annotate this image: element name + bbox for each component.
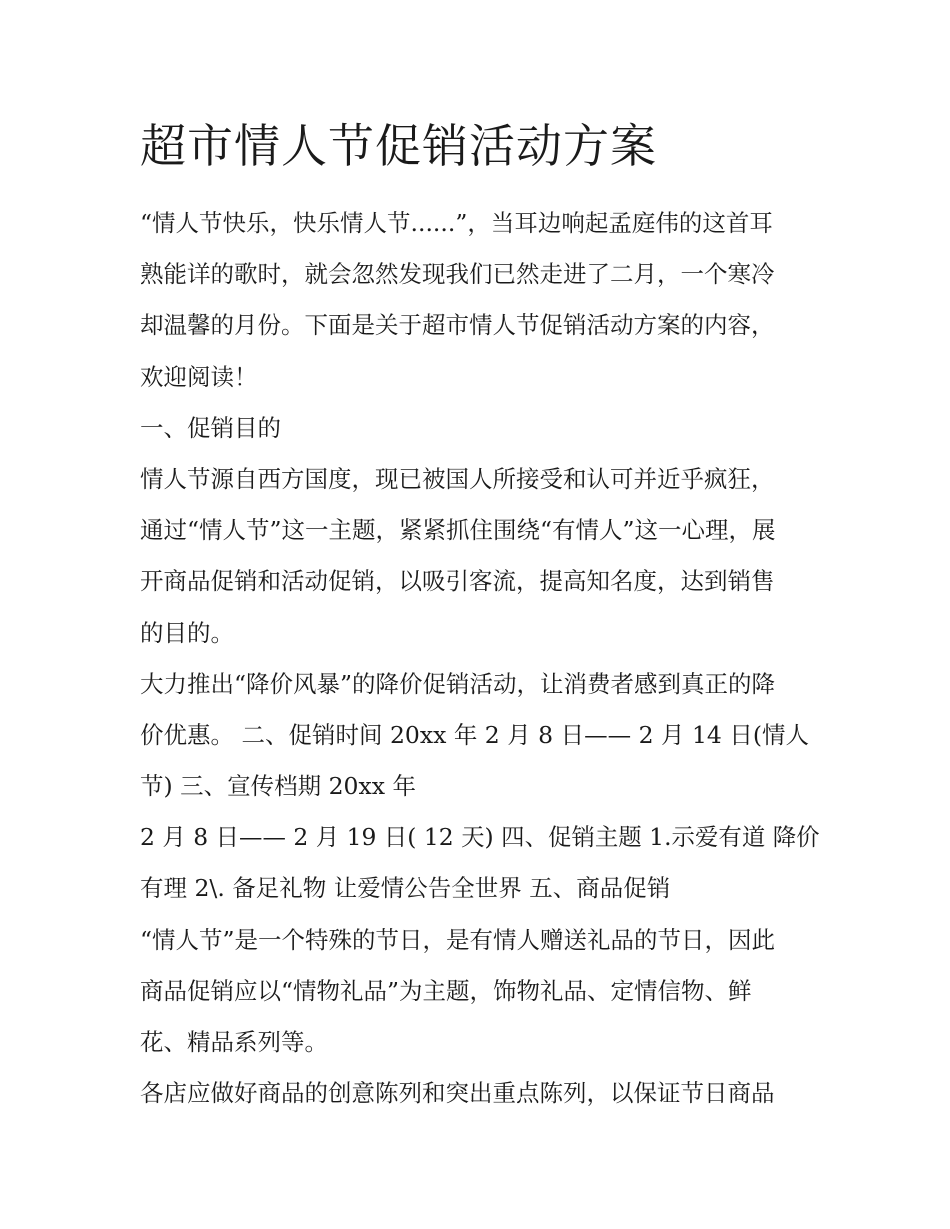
body-line: “情人节快乐，快乐情人节......”，当耳边响起孟庭伟的这首耳 xyxy=(140,209,773,237)
body-line: 的目的。 xyxy=(140,618,234,647)
body-line: 花、精品系列等。 xyxy=(140,1028,328,1056)
body-line: 通过“情人节”这一主题，紧紧抓住围绕“有情人”这一心理，展 xyxy=(140,516,776,545)
body-line: 大力推出“降价风暴”的降价促销活动，让消费者感到真正的降 xyxy=(140,669,776,698)
body-line: 2 月 8 日—— 2 月 19 日( 12 天) 四、促销主题 1.示爱有道 降价 xyxy=(140,823,820,852)
document-body xyxy=(140,198,820,1119)
body-line: 却温馨的月份。下面是关于超市情人节促销活动方案的内容， xyxy=(140,311,775,340)
body-line: 商品促销应以“情物礼品”为主题，饰物礼品、定情信物、鲜 xyxy=(140,976,752,1005)
body-line: 情人节源自西方国度，现已被国人所接受和认可并近乎疯狂， xyxy=(140,464,775,493)
body-line: 熟能详的歌时，就会忽然发现我们已然走进了二月，一个寒冷 xyxy=(140,260,775,289)
body-line: 有理 2\. 备足礼物 让爱情公告全世界 五、商品促销 xyxy=(140,874,671,903)
body-line: 各店应做好商品的创意陈列和突出重点陈列，以保证节日商品 xyxy=(140,1079,775,1108)
body-line: 价优惠。 二、促销时间 20xx 年 2 月 8 日—— 2 月 14 日(情人 xyxy=(140,720,810,749)
body-line: 开商品促销和活动促销，以吸引客流，提高知名度，达到销售 xyxy=(140,567,775,596)
section-heading: 一、促销目的 xyxy=(140,413,281,442)
body-line: “情人节”是一个特殊的节日，是有情人赠送礼品的节日，因此 xyxy=(140,925,776,954)
body-line: 节) 三、宣传档期 20xx 年 xyxy=(140,772,416,801)
body-line: 欢迎阅读！ xyxy=(140,362,258,391)
document-title: 超市情人节促销活动方案 xyxy=(140,119,657,173)
